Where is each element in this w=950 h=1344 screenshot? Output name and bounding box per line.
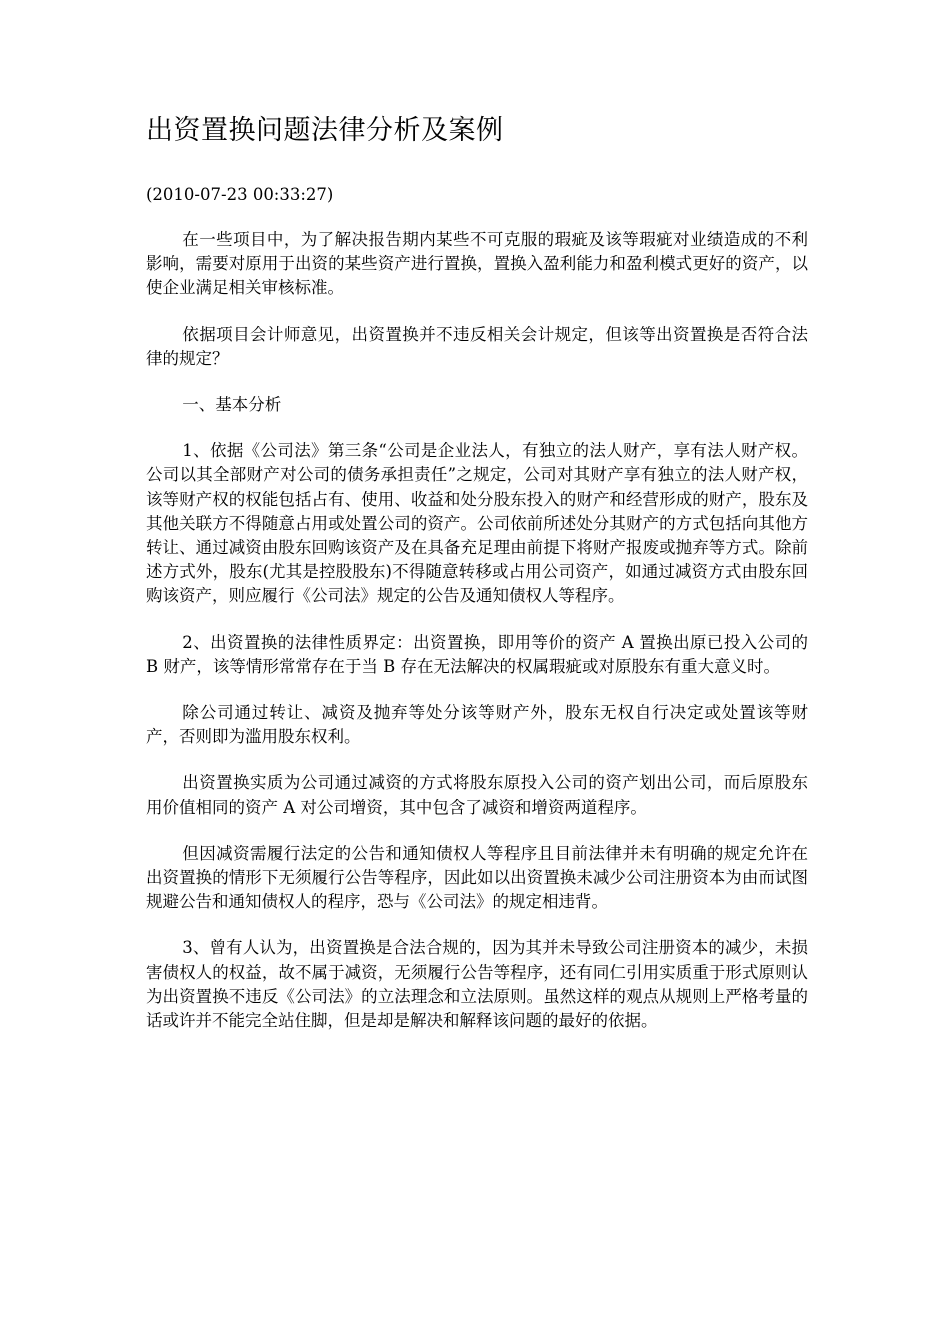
paragraph-capital-reduction: 但因减资需履行法定的公告和通知债权人等程序且目前法律并未有明确的规定允许在出资置换的情形下无须履行公告等程序，因此如以出资置换未减少公司注册资本为由而试图规避公告和通知债权人的程序，恐与《公司法》的规定相违背。 — [146, 843, 808, 912]
paragraph-shareholder-rights: 除公司通过转让、减资及抛弃等处分该等财产外，股东无权自行决定或处置该等财产，否则即为滥用股东权利。 — [146, 703, 808, 747]
paragraph-intro: 在一些项目中，为了解决报告期内某些不可克服的瑕疵及该等瑕疵对业绩造成的不利影响，需要对原用于出资的某些资产进行置换，置换入盈利能力和盈利模式更好的资产，以使企业满足相关审核标准。 — [146, 230, 808, 298]
paragraph-question: 依据项目会计师意见，出资置换并不违反相关会计规定，但该等出资置换是否符合法律的规定？ — [146, 324, 808, 368]
paragraph-point-1: 1、依据《公司法》第三条“公司是企业法人，有独立的法人财产，享有法人财产权。公司以其全部财产对公司的债务承担责任”之规定，公司对其财产享有独立的法人财产权，该等财产权的权能包括占有、使用、收益和处分股东投入的财产和经营形成的财产，股东及其他关联方不得随意占用或处置公司的资产。公司依前所述处分其财产的方式包括向其他方转让、通过减资由股东回购该资产及在具备充足理由前提下将财产报废或抛弃等方式。除前述方式外，股东(尤其是控股股东)不得随意转移或占用公司资产，如通过减资方式由股东回购该资产，则应履行《公司法》规定的公告及通知债权人等程序。 — [146, 441, 808, 606]
paragraph-point-3: 3、曾有人认为，出资置换是合法合规的，因为其并未导致公司注册资本的减少，未损害债权人的权益，故不属于减资，无须履行公告等程序，还有同仁引用实质重于形式原则认为出资置换不违反《公司法》的立法理念和立法原则。虽然这样的观点从规则上严格考量的话或许并不能完全站住脚，但是却是解决和解释该问题的最好的依据。 — [146, 938, 808, 1031]
paragraph-point-2: 2、出资置换的法律性质界定：出资置换，即用等价的资产 A 置换出原已投入公司的 B 财产，该等情形常常存在于当 B 存在无法解决的权属瑕疵或对原股东有重大意义时。 — [146, 632, 808, 676]
section-heading-basic-analysis: 一、基本分析 — [182, 395, 282, 415]
article-body — [146, 112, 808, 1055]
paragraph-substance: 出资置换实质为公司通过减资的方式将股东原投入公司的资产划出公司，而后原股东用价值相同的资产 A 对公司增资，其中包含了减资和增资两道程序。 — [146, 773, 808, 817]
article-title: 出资置换问题法律分析及案例 — [146, 115, 504, 146]
article-date: (2010-07-23 00:33:27) — [146, 185, 334, 204]
